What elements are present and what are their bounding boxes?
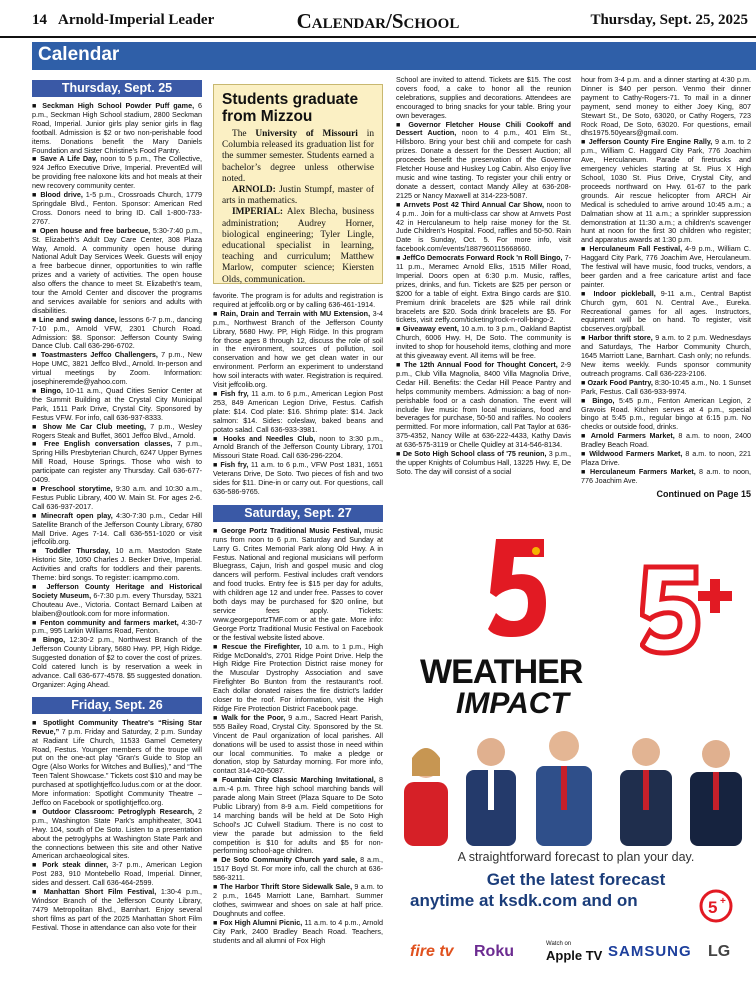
calendar-event [581, 138, 751, 245]
calendar-event [32, 861, 202, 888]
event-details: 4-9 p.m., William C. Haggard City Park, 776 Joachim Ave, Herculaneum. The festival will have music, food trucks, vendors, a beer garden and a free caricature artist and face painter. [581, 244, 751, 289]
apple-tv-watch-on: Watch on [546, 941, 572, 947]
calendar-event [213, 883, 383, 919]
event-title: Fountain City Classic Marching Invitational, [221, 775, 376, 785]
bullet-icon: ■ [213, 775, 222, 785]
event-details: 2 p.m., Washington State Park's amphitheater, 3041 Hwy. 104, south of De Soto. Listen to a presentation about the petroglyphs at Washington State Park and the connections between this site and other Native American archaeological sites. [32, 806, 202, 861]
event-title: Fenton community and farmers market, [40, 617, 179, 627]
bullet-icon: ■ [581, 244, 590, 254]
event-details: 6 p.m., Seckman High School stadium, 2800 Seckman Road, Imperial. Junior girls play senior girls in flag football. Admission is $2 or two non-perishable food items. Donations benefit the Mary Daniels Foundation and Sister Christine's Food Pantry. [32, 101, 202, 155]
bullet-icon: ■ [213, 917, 220, 927]
calendar-event [32, 583, 202, 619]
event-details: 7 p.m. Friday and Saturday, 2 p.m. Sunday at Radiant Life Church, 11533 Gamel Cemetery Road, Festus. Younger members of the troupe will put on the one-act play “Gran's Guide to Stop an Ogre (Also Works for Witches and Bullies),” and “The Teen Talent Showcase.” Tickets cost $10 and may be purchased at spotlightjeffco.ludus.com or at the door. More information: Spotlight Community Theatre – Jeffco on Facebook or spotlightjeffco.org. [32, 726, 202, 807]
event-title: Arnvets Post 42 Third Annual Car Show, [403, 199, 544, 209]
event-details: 8 a.m., 1517 Boyd St. For more info, call the church at 636-586-3211. [213, 855, 383, 883]
calendar-event [396, 201, 571, 254]
calendar-event [396, 254, 571, 325]
bullet-icon: ■ [213, 641, 222, 651]
event-details: 10 a.m. to 3 p.m., Oakland Baptist Church, 6006 Hwy. H, De Soto. The community is invited to shop for household items, clothing and more at this giveaway event. All items will be free. [396, 324, 571, 361]
bullet-icon: ■ [32, 350, 41, 360]
event-title: Manhattan Short Film Festival, [43, 887, 157, 897]
bullet-icon: ■ [213, 388, 221, 398]
graduates-box [213, 84, 383, 284]
calendar-event [213, 856, 383, 883]
calendar-event [213, 643, 383, 714]
bullet-icon: ■ [396, 324, 403, 334]
ad-tagline: A straightforward forecast to plan your day. [457, 850, 695, 864]
calendar-event [581, 397, 751, 433]
day-heading-thursday: Thursday, Sept. 25 [32, 80, 202, 97]
event-details: lessons 6-7 p.m., dancing 7-10 p.m., Arnold VFW, 2301 Church Road. Admission: $8. Sponsor: Jefferson County Swing Dance Club. Call 636-296-6702. [32, 314, 202, 351]
event-details: 3-4 p.m., Northwest Branch of the Jefferson County Library, 5680 Hwy. PP, High Ridge. In this program for those ages 8 through 12, discuss the role of soil in the environment, sources of pollution, soil conservation and how we get clean water in our environment. Perform an experiment to understand how soil interacts with water. Registration is required. Visit jeffcolib.org. [213, 308, 383, 390]
column-4-intro: hour from 3-4 p.m. and a dinner starting at 4:30 p.m. Dinner is $40 per person. Venmo their dinner payment to Cathy-Rogers-71. To mail in a dinner payment, send money to either Joey King, 807 Stewart St., De Soto, 63020, or Cathy Rogers, 723 Rock Road, De Soto, 63020. For questions, email dhs1975.50years@gmail.com. [581, 76, 751, 138]
calendar-event [213, 776, 383, 856]
friday-events [32, 719, 202, 933]
calendar-event [32, 547, 202, 583]
event-title: Line and swing dance, [39, 314, 117, 324]
bullet-icon: ■ [213, 712, 222, 722]
bullet-icon: ■ [213, 525, 222, 535]
event-title: Herculaneum Fall Festival, [589, 244, 683, 254]
event-title: Blood drive, [40, 190, 83, 200]
continued-note: Continued on Page 15 [656, 488, 751, 499]
event-title: Ozark Food Pantry, [587, 377, 653, 387]
calendar-event [32, 888, 202, 933]
event-title: Toddler Thursday, [45, 546, 111, 556]
calendar-event [32, 485, 202, 512]
event-details: 11 a.m. to 4 p.m., Arnold City Park, 2400 Bradley Beach Road. Teachers, students and all alumni of Fox High [213, 917, 383, 945]
weather-impact-ad[interactable] [396, 513, 756, 983]
event-title: Arnold Farmers Market, [590, 431, 675, 441]
event-title: De Soto High School class of '75 reunion, [402, 449, 547, 459]
bullet-icon: ■ [32, 439, 45, 449]
calendar-event [581, 379, 751, 397]
calendar-event [396, 361, 571, 450]
event-title: Fish fry, [220, 388, 249, 398]
calendar-event [213, 919, 383, 946]
bullet-icon: ■ [396, 119, 409, 129]
ad-cta-line-1[interactable]: Get the latest forecast [486, 870, 666, 889]
bullet-icon: ■ [581, 137, 589, 147]
calendar-event [213, 435, 383, 462]
calendar-event [32, 102, 202, 155]
bullet-icon: ■ [32, 510, 42, 520]
bullet-icon: ■ [32, 717, 43, 727]
bullet-icon: ■ [581, 377, 588, 387]
event-details: 9 a.m., Sacred Heart Parish, 555 Bailey Road, Crystal City. Sponsored by the St. Vincent de Paul organization of local parishes. All donations will be used to assist those in need within our local communities. To make a pledge or donation, stop by Saturday morning. For more info, contact 314-420-5087. [213, 712, 383, 776]
bullet-icon: ■ [213, 855, 222, 865]
calendar-event [32, 227, 202, 316]
calendar-event [213, 310, 383, 390]
ad-title-impact: IMPACT [456, 687, 569, 720]
lg-logo: LG [708, 943, 731, 960]
event-title: Bingo, [42, 635, 66, 645]
bullet-icon: ■ [32, 581, 47, 591]
event-details: noon to 4 p.m.. Join for a multi-class car show at Arnvets Post 42 in Herculaneum to help raise money for the St. Jude Children's Hospital. Food, raffles and 50-50. Rain Date is Sunday, Oct. 5. For more info, visit facebook.com/events/1887960115668660. [396, 199, 571, 254]
event-details: 7 p.m., Wesley Rogers Steak and Buffet, 3601 Jeffco Blvd., Arnold. [32, 421, 202, 440]
event-details: 4:30-7:30 p.m., Cedar Hill Satellite Branch of the Jefferson County Library, 6780 Mall Drive. Ages 7-14. Call 636-551-1020 or visit jeffcolib.org. [32, 510, 202, 547]
event-title: Harbor thrift store, [588, 333, 653, 343]
event-details: 10 a.m. Mastodon State Historic Site, 1050 Charles J. Becker Drive, Imperial. Activities and crafts for toddlers and their parents. Theme: bird songs. To register: icampmo.com. [32, 546, 202, 583]
bullet-icon: ■ [32, 154, 41, 164]
event-details: 9:30 a.m. and 10:30 a.m., Festus Public Library, 400 W. Main St. For ages 2-6. Call 636-937-2017. [32, 483, 202, 511]
bullet-icon: ■ [32, 887, 44, 897]
bullet-icon: ■ [32, 386, 41, 395]
ad-title-weather: WEATHER [420, 653, 583, 691]
event-title: Minecraft open play, [41, 510, 113, 520]
saturday-events [213, 527, 383, 946]
svg-text:+: + [720, 896, 726, 907]
event-details: 8 a.m. to noon, 221 Plaza Drive. [581, 449, 751, 467]
calendar-event [32, 316, 202, 352]
event-title: Pork steak dinner, [42, 860, 109, 870]
calendar-event [213, 461, 383, 497]
event-title: The 12th Annual Food for Thought Concert, [404, 360, 558, 369]
publication-name: Arnold-Imperial Leader [58, 12, 215, 28]
bullet-icon: ■ [32, 225, 40, 235]
calendar-event [581, 290, 751, 335]
event-details: 4:30-7 p.m., 995 Larkin Williams Road, Fenton. [32, 617, 202, 636]
bullet-icon: ■ [581, 466, 590, 476]
calendar-event [213, 390, 383, 435]
calendar-event [213, 527, 383, 643]
event-title: Walk for the Poor, [221, 712, 286, 722]
bullet-icon: ■ [32, 101, 43, 110]
event-details: 3-7 p.m., American Legion Post 283, 910 Montebello Road, Imperial. Dinner, sides and dessert. Call 636-464-2599. [32, 860, 202, 888]
fire-tv-logo: fire tv [410, 943, 454, 960]
calendar-event [581, 468, 751, 486]
calendar-event [32, 512, 202, 548]
channel-5-plus-icon [699, 889, 733, 923]
day-heading-saturday: Saturday, Sept. 27 [213, 505, 383, 522]
peacock-dot-icon [532, 547, 540, 555]
event-title: De Soto Community Church yard sale, [221, 855, 358, 865]
event-title: Rain, Drain and Terrain with MU Extension, [220, 308, 371, 318]
event-details: 9 a.m. to 2 p.m., 1645 Marriott Lane, Barnhart. Summer clothes, swimwear and shoes on sale at half price. Doughnuts and coffee. [213, 882, 383, 918]
page-header [0, 0, 756, 38]
event-details: 11 a.m. to 6 p.m., VFW Post 1831, 1651 Veterans Drive, De Soto. Two pieces of fish and two sides for $11. Dine-in or carry out. For questions, call 636-586-9765. [213, 460, 383, 496]
svg-text:5: 5 [708, 898, 718, 917]
section-title: Calendar/School [296, 9, 460, 33]
calendar-banner [32, 42, 756, 70]
thursday-events [32, 102, 202, 690]
event-title: Preschool storytime, [40, 483, 113, 493]
bullet-icon: ■ [213, 460, 221, 470]
calendar-event [32, 423, 202, 441]
bullet-icon: ■ [581, 395, 593, 405]
event-title: Spotlight Community Theatre's “Rising Star Revue,” [32, 717, 202, 736]
calendar-column-2 [213, 292, 383, 983]
bullet-icon: ■ [32, 190, 41, 200]
calendar-event [32, 191, 202, 227]
channel-5-logo [486, 533, 552, 643]
event-title: Jefferson County Fire Engine Rally, [588, 137, 713, 147]
calendar-event [32, 155, 202, 191]
bullet-icon: ■ [396, 253, 403, 263]
bullet-icon: ■ [581, 288, 594, 298]
event-title: Bingo, [592, 395, 615, 405]
event-details: 9-11 a.m., Central Baptist Church gym, 601 N. Central Ave., Eureka. Recreational games for all ages. Instructors, equipment will be on hand. To register, visit cbcserves.org/pball. [581, 288, 751, 334]
event-details: 11 a.m. to 6 p.m., American Legion Post 253, 849 American Legion Drive, Festus. Catfish plate: $14. Cod plate: $16. Shrimp plate: $14. Jack salmon: $14. Sides: coleslaw, baked beans and potato salad. Call 636-933-3981. [213, 388, 383, 434]
bullet-icon: ■ [32, 421, 43, 431]
samsung-logo: SAMSUNG [608, 943, 692, 960]
event-details: 1-5 p.m., Crossroads Church, 1779 Springdale Blvd., Fenton. Sponsor: American Red Cross. Donors need to bring ID. Call 1-800-733-2767. [32, 190, 202, 226]
event-title: George Portz Traditional Music Festival, [221, 525, 362, 535]
ad-cta-line-2[interactable]: anytime at ksdk.com and on [410, 891, 638, 910]
event-details: noon to 5 p.m., The Collective, 924 Jeffco Executive Drive, Imperial. PreventEd will be providing free naloxone kits and hot meals at their new recovery community center. [32, 154, 202, 191]
bullet-icon: ■ [32, 483, 41, 493]
bullet-icon: ■ [396, 199, 404, 209]
day-heading-friday: Friday, Sept. 26 [32, 697, 202, 714]
bullet-icon: ■ [581, 333, 589, 343]
bullet-icon: ■ [32, 546, 46, 556]
bullet-icon: ■ [213, 433, 224, 443]
event-title: Seckman High School Powder Puff game, [42, 101, 195, 110]
event-title: Fox High Alumni Picnic, [219, 917, 303, 927]
bullet-icon: ■ [32, 860, 43, 870]
event-title: JeffCo Democrats Forward Rock 'n Roll Bingo, [402, 253, 563, 263]
event-details: 5:45 p.m., Fenton American Legion, 2 Gravois Road. Kitchen serves at 4 p.m., special bingo at 5:45 p.m., regular bingo at 6:15 p.m. No checks or outside food, drinks. [581, 395, 751, 432]
calendar-event [581, 432, 751, 450]
event-title: Herculaneum Farmers Market, [590, 466, 696, 476]
event-title: Giveaway event, [402, 324, 459, 334]
event-details: 2-9 p.m., Club Villa Magnolia, 8400 Villa Magnolia Drive, Cedar Hill. Benefits: the Cedar Hill Peace Pantry and helps community members. Admission: a bag of non-perishable food or a cash donation. The event will include live music from local musicians, food and beverages for purchase, 50-50 and raffles. No coolers permitted. For more information, call Pat Taylor at 636-375-4352, Nancy Wille at 636-222-4433, Kathy Davis at 636-575-3119 or Chelle Quidley at 314-546-8134. [396, 360, 571, 450]
banner-title: Calendar [38, 44, 120, 65]
event-details: 9 a.m. to 2 p.m., William C. Haggard City Park, 776 Joachim Ave, Herculaneum. Parade of firetrucks and emergency vehicles starting at St. Pius X High School, 1030 St. Pius Drive, Crystal City, and proceeds northward on Hwy. 61-67 to the park grounds. Air rescue helicopter from ARCH Air Medical is scheduled to arrive around 10:45 a.m.; a Dalmatian show at 11 a.m.; a sprinkler suppression demonstration at 11:30 a.m.; a children's scavenger hunt at noon for the first 30 children who register; and apparatus awards at 1:30 p.m. [581, 137, 751, 245]
event-details: 7-11 p.m., Meramec Arnold Elks, 1515 Miller Road, Imperial. Doors open at 6:30 p.m. Music, raffles, prizes, drinks, and fun. Tickets are $25 per person or $200 for a table of eight. Extra Bingo cards are $10. Premium drink bracelets are $25 while rail drink bracelets are $20. Soda drink bracelets are $5. For tickets, visit zeffy.com/ticketing/rock-n-roll-bingo-2. [396, 253, 571, 325]
bullet-icon: ■ [581, 431, 591, 441]
event-details: music runs from noon to 6 p.m. Saturday and Sunday at Larry G. Crites Memorial Park along Old Hwy. A in Festus. National and regional musicians will perform Bluegrass, Cajun, Irish and gospel music and clog dancers will perform. Festival includes craft vendors and food trucks. Entry fee is $15 per day for adults, with children age 12 and under free. Passes to cover both days may be purchased for $20 online, but service fees apply. Tickets: www.georgeportzTMF.com or at the gate. More info: George Portz Traditional Music Festival on Facebook or the festival website listed above. [213, 525, 383, 642]
event-title: The Harbor Thrift Store Sidewalk Sale, [219, 882, 353, 892]
calendar-event [213, 714, 383, 776]
calendar-event [32, 351, 202, 387]
event-details: 3 p.m., the upper Knights of Columbus Hall, 13225 Hwy. E, De Soto. The day will consist of a social [396, 449, 571, 476]
event-details: noon to 4 p.m., 401 Elm St., Hillsboro. Bring your best chili and compete for cash prizes. Donate a dessert for the Dessert Auction; all proceeds benefit the preservation of the Governor Fletcher House and Huskey Log Cabin. Also enjoy live music and wine tasting. To register your chili entry or donate a dessert, contact Mandy Alley at 636-208-2125 or Nancy Maxwell at 314-223-5087. [396, 128, 571, 200]
event-details: 8 a.m. to noon, 2400 Bradley Beach Road. [581, 431, 751, 450]
bullet-icon: ■ [581, 449, 590, 459]
event-title: Show Me Car Club meeting, [42, 421, 147, 431]
calendar-event [581, 245, 751, 290]
bullet-icon: ■ [32, 635, 43, 645]
calendar-event [32, 440, 202, 485]
calendar-column-4 [581, 76, 751, 510]
column-3-intro: School are invited to attend. Tickets are $15. The cost covers food, a cake to honor all the reunion celebrations, supplies and decorations. Attendees are encouraged to bring snacks for your table. Bring your own beverages. [396, 76, 571, 120]
event-details: 8:30-10:45 a.m., No. 1 Sunset Park, Festus. Call 636-933-9974. [581, 377, 751, 396]
event-title: Save A Life Day, [40, 154, 98, 164]
event-details: 7 p.m., Spring Hills Presbyterian Church, 6247 Upper Byrnes Mill Road, House Springs. Those who wish to participate can register any Thursday. Call 636-677-0409. [32, 439, 202, 485]
bullet-icon: ■ [396, 449, 403, 459]
event-title: Fish fry, [220, 460, 249, 470]
box-headline: Students graduate from Mizzou [222, 91, 359, 125]
event-title: Toastmasters Jeffco Challengers, [40, 350, 158, 360]
friday-events-cont [213, 310, 383, 497]
issue-date: Thursday, Sept. 25, 2025 [590, 12, 748, 28]
calendar-event [32, 387, 202, 423]
event-details: noon to 3:30 p.m., Arnold Branch of the Jefferson County Library, 1701 Missouri State Road. Call 636-296-2204. [213, 433, 383, 461]
event-details: 10-11 a.m., Quad Cities Senior Center at the Summit Building at the Crystal City Municipal Park, 1511 Park Drive, Crystal City. Sponsored by Festus VFW. For info, call 636-937-8333. [32, 386, 202, 422]
bullet-icon: ■ [213, 882, 220, 892]
apple-tv-logo: Apple TV [546, 948, 603, 963]
event-details: 10 a.m. to 1 p.m., High Ridge McDonald's, 2701 Ridge Point Drive. Help the High Ridge Fire Protection District raise money for the Muscular Dystrophy Association and save Firefighter Bo Bunton from the restaurant's roof. Each dollar donated raises the fire district's ladder closer to the roof. For information, visit the High Ridge Fire Protection District Facebook page. [213, 641, 383, 713]
streaming-brands [396, 943, 756, 965]
event-details: 12:30-2 p.m., Northwest Branch of the Jefferson County Library, 5680 Hwy. PP, High Ridge. Suggested donation of $2 to cover the cost of prizes. Cold catered lunch is by reservation a week in advance. Call 636-677-4578. $5 suggested donation. Organizer: Aging Ahead. [32, 635, 202, 689]
event-title: Free English conversation classes, [44, 439, 173, 449]
event-title: Hooks and Needles Club, [223, 433, 316, 443]
event-details: 1:30-4 p.m., Windsor Branch of the Jefferson County Library, 7479 Metropolitan Blvd., Barnhart. Enjoy several short films as part of the 2025 Manhattan Short Film Festival. Those in attendance can also vote for their [32, 887, 202, 932]
page-number: 14 [32, 12, 47, 28]
calendar-event [396, 121, 571, 201]
event-title: Jefferson County Heritage and Historical Society Museum, [32, 581, 202, 600]
event-title: Outdoor Classroom: Petroglyph Research, [42, 806, 195, 816]
event-details: 8 a.m. to noon, 776 Joachim Ave. [581, 466, 751, 485]
five-plus-icon [640, 561, 744, 657]
saturday-events-cont-2 [581, 138, 751, 485]
weather-team-photo [396, 728, 756, 846]
calendar-event [32, 719, 202, 808]
bullet-icon: ■ [32, 314, 40, 324]
bullet-icon: ■ [213, 308, 221, 318]
calendar-column-1 [32, 80, 202, 983]
event-title: Rescue the Firefighter, [221, 641, 302, 651]
event-title: Wildwood Farmers Market, [589, 449, 683, 459]
bullet-icon: ■ [32, 806, 43, 816]
box-imperial: IMPERIAL: Alex Blecha, business administration; Audrey Horner, biological engineering; Tyler Lingle, educational specialist in learning, teaching and curriculum; Matthew Marlow, computer science; Kiersten Olds, communication. [222, 207, 374, 285]
box-arnold: ARNOLD: Justin Stumpf, master of arts in mathematics. [222, 185, 374, 207]
calendar-event [581, 450, 751, 468]
bullet-icon: ■ [396, 360, 405, 369]
event-details: 9 a.m. to 2 p.m. Wednesdays and Saturdays, The Harbor Community Church, 1645 Marriott Lane, Barnhart. Cash only; no refunds. New items weekly. Funds sponsor community outreach programs. Call 636-223-2106. [581, 333, 751, 378]
calendar-column-3 [396, 76, 571, 506]
calendar-event [32, 808, 202, 861]
event-title: Open house and free barbecue, [39, 225, 151, 235]
calendar-event [396, 325, 571, 361]
box-lead: The University of Missouri in Columbia released its graduation list for the summer semester. Students earned a bachelor’s degree unless otherwise noted. [222, 129, 375, 184]
event-title: Governor Fletcher House Chili Cookoff and Dessert Auction, [396, 119, 571, 138]
calendar-event [396, 450, 571, 477]
calendar-event [32, 636, 202, 689]
event-details: 5:30-7:40 p.m., St. Elizabeth's Adult Day Care Center, 308 Plaza Way, Arnold. A community open house during National Adult Day Services Week. Guests will enjoy a free barbecue dinner, opportunities to win raffle prizes and a variety of activities. The open house also offers the chance to meet St. Elizabeth's team, tour the Arnold Center and discover the programs and services available for seniors and adults with disabilities. [32, 225, 202, 315]
calendar-event [32, 619, 202, 637]
calendar-event [581, 334, 751, 379]
event-title: Bingo, [40, 386, 63, 395]
bullet-icon: ■ [32, 617, 41, 627]
event-details: 6-7:30 p.m. every Thursday, 5321 Chouteau Ave., Victoria. Contact Bernard Laiben at blaiben@outlook.com for more information. [32, 590, 202, 618]
saturday-events-cont [396, 121, 571, 477]
event-details: 8 a.m.-4 p.m. Three high school marching bands will parade along Main Street (Plaza Square to De Soto Public Library) from 8-9 a.m. Field competitions for 14 marching bands will be held at De Soto High School's JC Culwell Stadium. There is no cost to view the parade but admission to the field competition is $10 for adults and $5 for non-performing school-age children. [213, 775, 383, 856]
column-2-intro: favorite. The program is for adults and registration is required at jeffcolib.org or by calling 636-461-1914. [213, 292, 383, 309]
roku-logo: Roku [474, 943, 514, 960]
event-title: Indoor pickleball, [593, 288, 656, 298]
event-details: 7 p.m., New Hope UMC, 3821 Jeffco Blvd., Arnold. In-person and virtual meetings by Zoom. Information: josephineremde@yahoo.com. [32, 350, 202, 387]
